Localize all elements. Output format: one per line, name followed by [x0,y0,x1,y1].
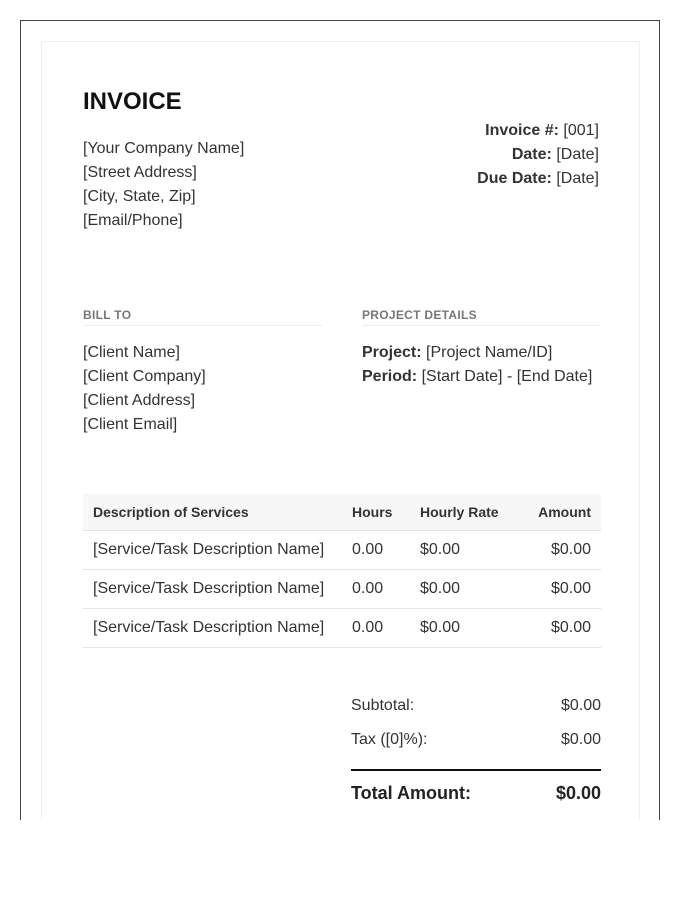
total-row [351,769,601,805]
company-name: [Your Company Name] [83,140,245,157]
invoice-title: INVOICE [83,88,182,115]
bill-to-block [83,341,206,437]
company-contact: [Email/Phone] [83,212,183,229]
subtotal-value: $0.00 [560,697,601,714]
period-line [362,365,592,389]
due-date-value: [Date] [556,170,599,187]
cell-description: [Service/Task Description Name] [83,570,342,609]
project-line [362,341,592,365]
header-hourly-rate: Hourly Rate [410,494,528,531]
cell-amount: $0.00 [528,531,601,570]
totals-block [351,694,601,805]
invoice-date-line [477,143,599,167]
invoice-number-label: Invoice #: [485,122,559,139]
cell-amount: $0.00 [528,570,601,609]
client-address: [Client Address] [83,392,196,409]
project-block [362,341,592,389]
due-date-line [477,167,599,191]
client-company: [Client Company] [83,368,206,385]
company-street: [Street Address] [83,164,197,181]
client-name: [Client Name] [83,344,180,361]
cell-hours: 0.00 [342,609,410,648]
company-block [83,137,244,233]
company-city: [City, State, Zip] [83,188,196,205]
table-header-row [83,494,601,531]
period-value: [Start Date] - [End Date] [421,368,593,385]
table-row [83,609,601,648]
header-description: Description of Services [83,494,342,531]
tax-row [351,728,601,762]
project-details-heading: PROJECT DETAILS [362,308,601,326]
cell-rate: $0.00 [410,531,528,570]
period-label: Period: [362,368,418,385]
total-label: Total Amount: [351,783,471,803]
document-frame [20,20,660,820]
cell-amount: $0.00 [528,609,601,648]
project-value: [Project Name/ID] [426,344,553,361]
invoice-page [41,41,640,820]
invoice-number-line [477,119,599,143]
cell-description: [Service/Task Description Name] [83,609,342,648]
cell-rate: $0.00 [410,609,528,648]
cell-hours: 0.00 [342,570,410,609]
invoice-meta [477,119,599,191]
due-date-label: Due Date: [477,170,552,187]
project-label: Project: [362,344,422,361]
bill-to-heading: BILL TO [83,308,322,326]
header-amount: Amount [528,494,601,531]
services-table [83,494,601,648]
invoice-date-label: Date: [511,146,552,163]
total-value: $0.00 [555,783,601,803]
invoice-date-value: [Date] [556,146,599,163]
table-row [83,570,601,609]
cell-description: [Service/Task Description Name] [83,531,342,570]
subtotal-row [351,694,601,728]
cell-rate: $0.00 [410,570,528,609]
table-row [83,531,601,570]
tax-value: $0.00 [560,731,601,748]
header-hours: Hours [342,494,410,531]
client-email: [Client Email] [83,416,178,433]
invoice-number-value: [001] [563,122,599,139]
cell-hours: 0.00 [342,531,410,570]
tax-label: Tax ([0]%): [351,731,428,748]
subtotal-label: Subtotal: [351,697,415,714]
